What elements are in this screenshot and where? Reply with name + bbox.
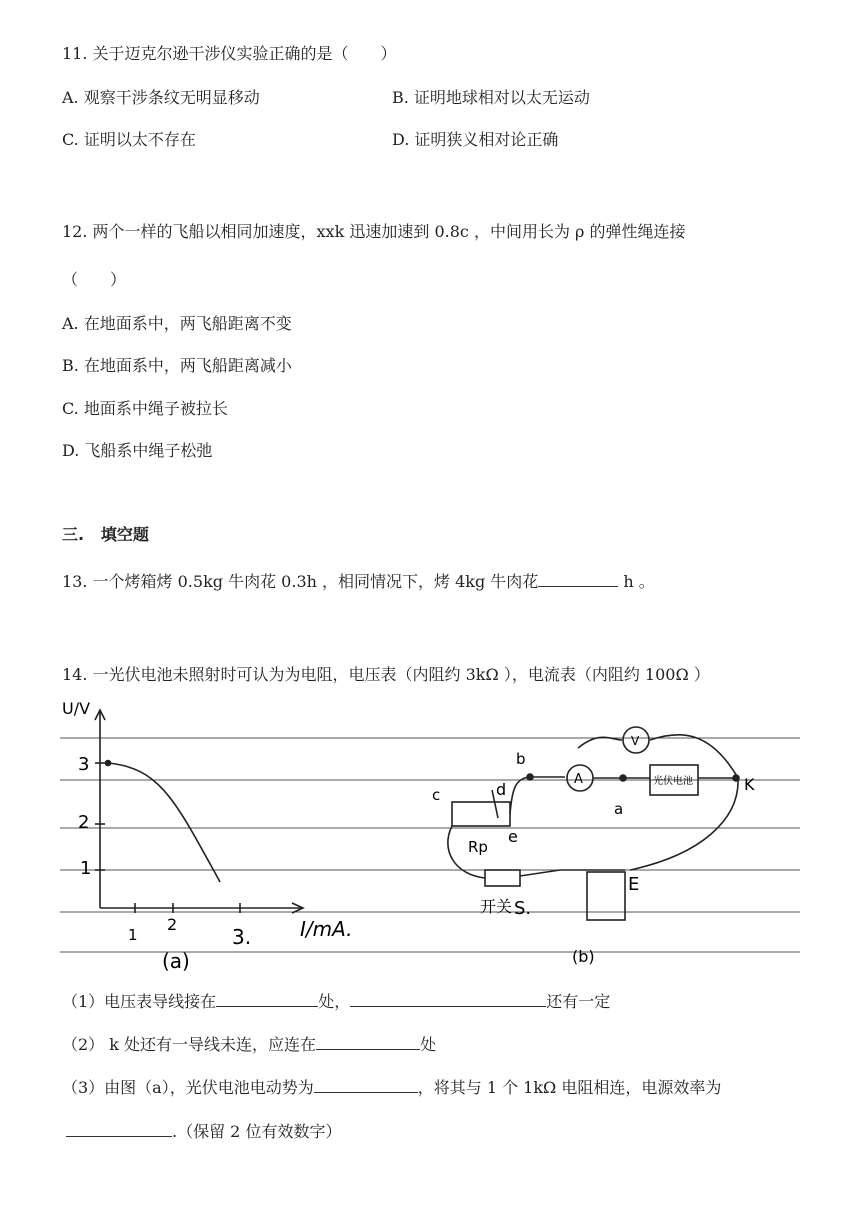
- q13-answer-blank[interactable]: [538, 572, 618, 587]
- q14-part1-mid: 处，: [318, 992, 351, 1011]
- y-tick-3: 3: [78, 754, 90, 775]
- q14-part3: [62, 1078, 721, 1098]
- power-source-e: [587, 872, 625, 920]
- q14-part3-note: .（保留 2 位有效数字）: [172, 1122, 342, 1141]
- voltmeter-wire-right: [650, 735, 738, 778]
- label-switch-prefix: 开关: [480, 897, 513, 916]
- label-voltmeter: V: [631, 734, 640, 748]
- y-axis-label: U/V: [62, 699, 91, 718]
- label-d: d: [496, 780, 507, 799]
- q14-part1-before: （1）电压表导线接在: [62, 992, 217, 1011]
- x-tick-1: 1: [128, 926, 138, 944]
- iv-curve: [108, 763, 220, 882]
- label-a: a: [614, 800, 624, 818]
- q14-part3-before: （3）由图（a），光伏电池电动势为: [62, 1078, 314, 1097]
- section-heading: [62, 525, 149, 545]
- graph-a: [95, 710, 303, 913]
- q12-option-d: D. 飞船系中绳子松弛: [62, 441, 213, 460]
- label-switch: S.: [514, 898, 532, 919]
- q14-part1: [62, 992, 610, 1012]
- label-b: b: [516, 750, 526, 768]
- wire-switch-to-source: [520, 870, 625, 876]
- label-rp: Rp: [468, 838, 488, 856]
- q13-text: [62, 572, 655, 592]
- q11-option-c: C. 证明以太不存在: [62, 130, 196, 149]
- q14-part2-blank[interactable]: [316, 1035, 420, 1050]
- q14-part3-cont: [66, 1122, 341, 1142]
- q12-option-b: B. 在地面系中，两飞船距离减小: [62, 356, 292, 375]
- q14-part2-after: 处: [420, 1035, 437, 1054]
- q11-option-a: A. 观察干涉条纹无明显移动: [62, 88, 260, 107]
- q13-text-before: 13. 一个烤箱烤 0.5kg 牛肉花 0.3h ，相同情况下，烤 4kg 牛肉花: [62, 572, 539, 591]
- label-c: c: [432, 786, 441, 804]
- label-k: K: [744, 775, 755, 794]
- x-tick-3: 3.: [232, 925, 252, 949]
- caption-b: (b): [572, 947, 595, 966]
- q11-option-b: B. 证明地球相对以太无运动: [392, 88, 590, 107]
- q14-part3-efficiency-blank[interactable]: [66, 1122, 172, 1137]
- label-source: E: [628, 874, 640, 895]
- wire-d-to-ammeter: [510, 777, 565, 814]
- label-ammeter: A: [574, 772, 583, 787]
- y-tick-1: 1: [80, 858, 92, 879]
- rheostat-rp: [452, 802, 510, 826]
- q12-option-a: A. 在地面系中，两飞船距离不变: [62, 314, 292, 333]
- q14-part2-before: （2） k 处还有一导线未连，应连在: [62, 1035, 317, 1054]
- q12-option-c: C. 地面系中绳子被拉长: [62, 399, 228, 418]
- q12-stem: 12. 两个一样的飞船以相同加速度，xxk 迅速加速到 0.8c ，中间用长为 ρ 的弹性绳连接: [62, 222, 686, 241]
- voltmeter-wire-left: [578, 737, 622, 748]
- label-device: 光伏电池: [653, 776, 693, 787]
- q14-figure: [0, 690, 864, 980]
- q11-option-d: D. 证明狭义相对论正确: [392, 130, 559, 149]
- x-axis-label: I/mA.: [300, 917, 353, 941]
- q14-part3-after: ，将其与 1 个 1kΩ 电阻相连，电源效率为: [417, 1078, 722, 1097]
- q11-stem: 11. 关于迈克尔逊干涉仪实验正确的是（ ）: [62, 44, 397, 63]
- caption-a: (a): [162, 949, 190, 973]
- circuit-b: [448, 727, 739, 920]
- section-title: 填空题: [100, 525, 149, 544]
- wire-k-to-source: [630, 778, 738, 870]
- q12-answer-paren: （ ）: [62, 270, 127, 289]
- q14-part1-after: 还有一定: [546, 992, 611, 1011]
- label-e: e: [508, 827, 518, 846]
- switch-s: [485, 870, 520, 886]
- q13-text-after: h 。: [623, 572, 655, 591]
- q14-part2: [62, 1035, 436, 1055]
- section-number: 三.: [62, 525, 85, 544]
- q14-part1-blank-2[interactable]: [350, 992, 546, 1007]
- q14-part3-blank[interactable]: [314, 1078, 418, 1093]
- y-tick-2: 2: [78, 812, 90, 833]
- q14-stem: 14. 一光伏电池未照射时可认为为电阻，电压表（内阻约 3kΩ ），电流表（内阻约 100Ω ）: [62, 665, 710, 684]
- q14-part1-blank-1[interactable]: [216, 992, 318, 1007]
- x-tick-2: 2: [167, 915, 178, 934]
